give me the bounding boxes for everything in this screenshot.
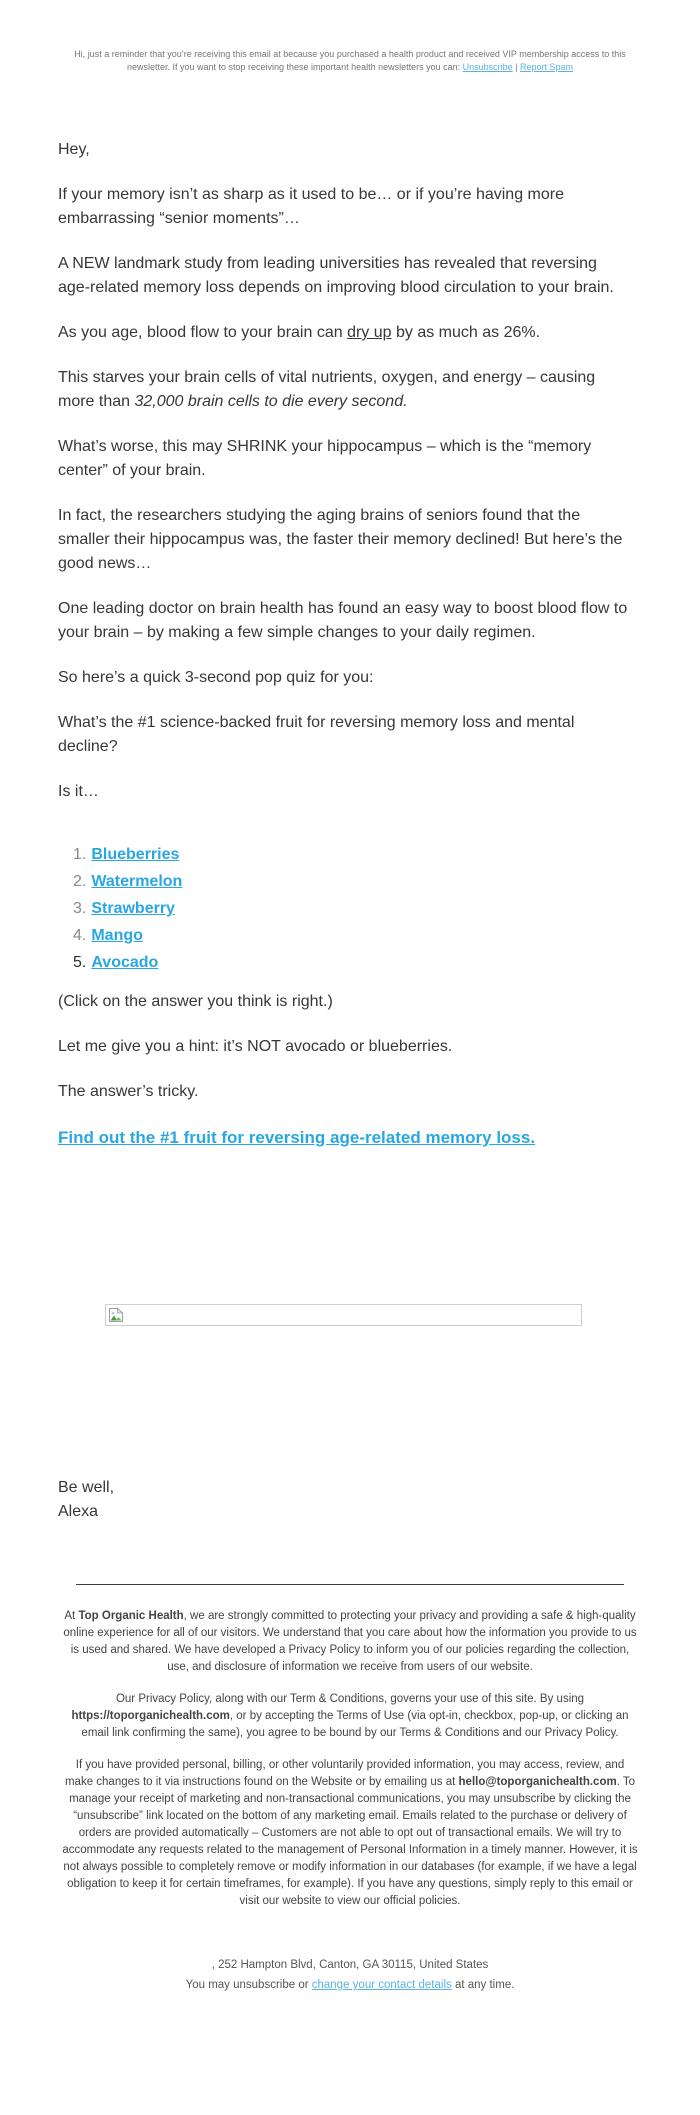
quiz-option-mango-link[interactable]: Mango: [91, 927, 143, 944]
footer-divider: [76, 1584, 624, 1585]
greeting-text: Hey,: [58, 141, 90, 158]
quiz-option-number: 5.: [73, 954, 87, 971]
paragraph-memory: If your memory isn’t as sharp as it used to be… or if you’re having more embarrassing “senior moments”…: [58, 186, 564, 227]
paragraph-starves: [58, 366, 628, 414]
preheader: [55, 0, 645, 74]
paragraph-study: A NEW landmark study from leading universities has revealed that reversing age-related memory loss depends on improving blood circulation to your brain.: [58, 255, 614, 296]
paragraph-starves-pre: This starves your brain cells of vital nutrients, oxygen, and energy – causing more than: [58, 369, 596, 410]
change-contact-details-link[interactable]: change your contact details: [311, 1979, 452, 1991]
preheader-text: Hi, just a reminder that you’re receiving this email at because you purchased a health product and received VIP membership access to this newsletter. If you want to stop receiving these important health newsletters you can:: [74, 49, 626, 72]
paragraph-starves-italic: 32,000 brain cells to die every second.: [134, 393, 408, 410]
cta-link[interactable]: Find out the #1 fruit for reversing age-related memory loss.: [58, 1128, 536, 1147]
email-content: [58, 138, 628, 1524]
paragraph-shrink: What’s worse, this may SHRINK your hippocampus – which is the “memory center” of your brain.: [58, 438, 592, 479]
quiz-option-strawberry-link[interactable]: Strawberry: [91, 900, 175, 917]
footer-data-paragraph: [61, 1757, 639, 1910]
footer-privacy-paragraph: [61, 1608, 639, 1676]
footer-p1-post: , we are strongly committed to protecting your privacy and providing a safe & high-quality online experience for all of our visitors. We understand that you care about how the information you provide to us is used and shared. We have developed a Privacy Policy to inform you of our policies regarding the collection, use, and disclosure of information we receive from users of our website.: [63, 1610, 637, 1673]
footer-p2-pre: Our Privacy Policy, along with our Term & Conditions, governs your use of this site. By using: [115, 1693, 585, 1705]
quiz-options-list: [58, 841, 182, 976]
unsubscribe-line: [61, 1977, 639, 1994]
unsub-pre: You may unsubscribe or: [185, 1979, 312, 1991]
signature: [58, 1476, 628, 1524]
paragraph-is-it: Is it…: [58, 783, 99, 800]
quiz-option-number: 4.: [73, 927, 87, 944]
paragraph-click-instruction: (Click on the answer you think is right.): [58, 993, 333, 1010]
footer-p2-post: , or by accepting the Terms of Use (via opt-in, checkbox, pop-up, or clicking an email link confirming the same), you agree to be bound by our Terms & Conditions and our Privacy Policy.: [81, 1710, 629, 1739]
quiz-option-watermelon-link[interactable]: Watermelon: [91, 873, 183, 890]
paragraph-age: [58, 321, 628, 345]
paragraph-doctor: One leading doctor on brain health has found an easy way to boost blood flow to your brain – by making a few simple changes to your daily regimen.: [58, 600, 628, 641]
footer: [61, 1608, 639, 1994]
quiz-option-blueberries-link[interactable]: Blueberries: [91, 846, 180, 863]
quiz-option-avocado-link[interactable]: Avocado: [91, 954, 159, 971]
unsubscribe-link[interactable]: Unsubscribe: [462, 62, 513, 72]
unsub-post: at any time.: [451, 1979, 515, 1991]
footer-p1-pre: At: [64, 1610, 79, 1622]
quiz-option-watermelon: [73, 868, 182, 895]
footer-p3-post: . To manage your receipt of marketing and non-transactional communications, you may unsubscribe by clicking the “unsubscribe” link located on the bottom of any marketing email. Emails related to the purchase or delivery of orders are provided automatically – Customers are not able to opt out of transactional emails. We will try to accommodate any requests related to the management of Personal Information in a timely manner. However, it is not always possible to completely remove or modify information in our databases (for example, if we have a legal obligation to keep it for certain timeframes, for example). If you have any questions, simply reply to this email or visit our website to view our official policies.: [62, 1776, 638, 1907]
paragraph-age-pre: As you age, blood flow to your brain can: [58, 324, 348, 341]
footer-email-address: hello@toporganichealth.com: [458, 1776, 617, 1788]
footer-site-url: https://toporganichealth.com: [71, 1710, 230, 1722]
quiz-option-number: 3.: [73, 900, 87, 917]
signature-closing: Be well,: [58, 1479, 115, 1496]
signature-name: Alexa: [58, 1503, 99, 1520]
quiz-option-blueberries: [73, 841, 182, 868]
quiz-option-avocado: [73, 949, 182, 976]
broken-image-placeholder[interactable]: [105, 1304, 582, 1326]
quiz-option-number: 2.: [73, 873, 87, 890]
footer-terms-paragraph: [61, 1691, 639, 1742]
quiz-option-strawberry: [73, 895, 182, 922]
paragraph-age-underlined: dry up: [347, 324, 392, 341]
paragraph-tricky: The answer’s tricky.: [58, 1083, 199, 1100]
footer-p3-pre: If you have provided personal, billing, or other voluntarily provided information, you may access, review, and make changes to it via instructions found on the Website or by emailing us at: [64, 1759, 625, 1788]
broken-image-icon: [108, 1307, 124, 1323]
report-spam-link[interactable]: Report Spam: [520, 62, 574, 72]
paragraph-question: What’s the #1 science-backed fruit for reversing memory loss and mental decline?: [58, 714, 575, 755]
paragraph-research: In fact, the researchers studying the aging brains of seniors found that the smaller their hippocampus was, the faster their memory declined! But here’s the good news…: [58, 507, 623, 572]
paragraph-age-post: by as much as 26%.: [391, 324, 541, 341]
paragraph-quiz-intro: So here’s a quick 3-second pop quiz for you:: [58, 669, 374, 686]
footer-company-name: Top Organic Health: [78, 1610, 184, 1622]
paragraph-hint: Let me give you a hint: it’s NOT avocado or blueberries.: [58, 1038, 453, 1055]
quiz-option-mango: [73, 922, 182, 949]
postal-address: , 252 Hampton Blvd, Canton, GA 30115, United States: [211, 1959, 489, 1971]
preheader-separator: |: [512, 62, 521, 72]
cta-paragraph: [58, 1125, 628, 1150]
quiz-option-number: 1.: [73, 846, 87, 863]
